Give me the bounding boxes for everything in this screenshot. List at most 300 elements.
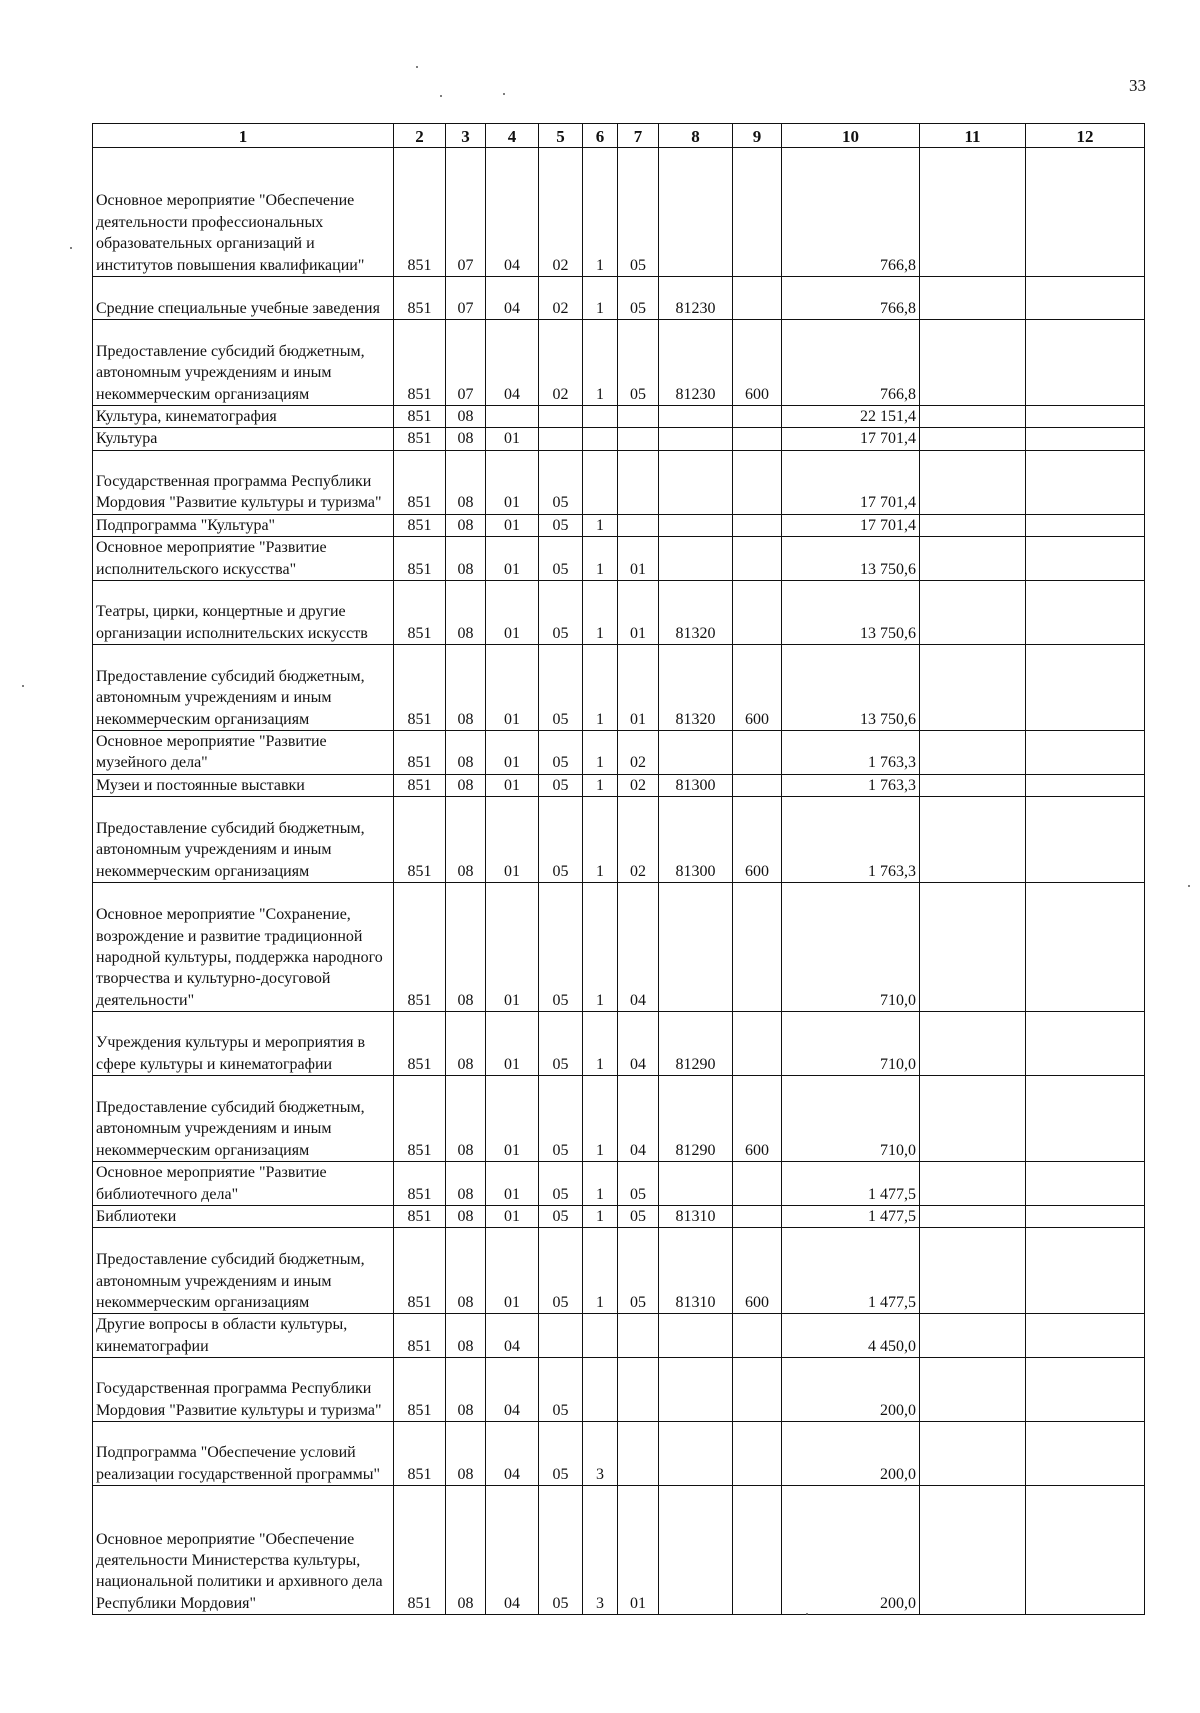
column-header: 9	[733, 124, 782, 148]
row-name: Другие вопросы в области культуры, кинематографии	[93, 1314, 394, 1358]
cell-col12	[1026, 406, 1145, 428]
cell-col12	[1026, 645, 1145, 731]
cell-col12	[1026, 883, 1145, 1012]
cell-kbk-admin: 851	[394, 1358, 446, 1422]
cell-subprogram: 1	[583, 1012, 618, 1076]
row-name: Основное мероприятие "Обеспечение деятельности профессиональных образовательных организаций и институтов повышения квалификации"	[93, 148, 394, 277]
cell-direction	[659, 731, 733, 775]
cell-program	[539, 1314, 583, 1358]
table-row	[93, 277, 1145, 320]
cell-col12	[1026, 514, 1145, 536]
cell-direction	[659, 148, 733, 277]
table-row	[93, 1486, 1145, 1615]
row-name: Предоставление субсидий бюджетным, автономным учреждениям и иным некоммерческим организациям	[93, 645, 394, 731]
column-header: 12	[1026, 124, 1145, 148]
table-row	[93, 1206, 1145, 1228]
cell-program: 05	[539, 731, 583, 775]
cell-amount: 1 477,5	[782, 1228, 920, 1314]
cell-amount: 766,8	[782, 320, 920, 406]
cell-expense-type	[733, 1314, 782, 1358]
cell-event	[618, 1314, 659, 1358]
table-row	[93, 1012, 1145, 1076]
cell-col11	[920, 320, 1026, 406]
cell-event: 05	[618, 1162, 659, 1206]
cell-subprogram: 3	[583, 1422, 618, 1486]
row-name: Предоставление субсидий бюджетным, автономным учреждениям и иным некоммерческим организациям	[93, 797, 394, 883]
table-row	[93, 450, 1145, 514]
scan-speck	[503, 93, 505, 95]
cell-section: 08	[446, 1422, 486, 1486]
cell-event: 05	[618, 1228, 659, 1314]
cell-col12	[1026, 1486, 1145, 1615]
cell-amount: 22 151,4	[782, 406, 920, 428]
cell-direction	[659, 514, 733, 536]
cell-direction: 81320	[659, 645, 733, 731]
cell-kbk-admin: 851	[394, 148, 446, 277]
cell-col11	[920, 406, 1026, 428]
cell-section: 08	[446, 406, 486, 428]
cell-col12	[1026, 774, 1145, 796]
cell-col12	[1026, 1162, 1145, 1206]
table-row	[93, 1228, 1145, 1314]
cell-section: 08	[446, 797, 486, 883]
cell-event	[618, 514, 659, 536]
table-row	[93, 1076, 1145, 1162]
cell-subprogram: 1	[583, 731, 618, 775]
cell-program: 05	[539, 537, 583, 581]
column-header: 8	[659, 124, 733, 148]
cell-col12	[1026, 1012, 1145, 1076]
cell-section: 08	[446, 1358, 486, 1422]
cell-amount: 13 750,6	[782, 645, 920, 731]
cell-program: 05	[539, 1012, 583, 1076]
cell-kbk-admin: 851	[394, 581, 446, 645]
column-header: 1	[93, 124, 394, 148]
cell-section: 08	[446, 581, 486, 645]
cell-kbk-admin: 851	[394, 514, 446, 536]
cell-event: 04	[618, 1012, 659, 1076]
cell-expense-type	[733, 774, 782, 796]
cell-subsection: 04	[486, 1422, 539, 1486]
row-name: Учреждения культуры и мероприятия в сфере культуры и кинематографии	[93, 1012, 394, 1076]
cell-direction	[659, 537, 733, 581]
cell-event: 04	[618, 883, 659, 1012]
cell-kbk-admin: 851	[394, 1206, 446, 1228]
cell-section: 08	[446, 450, 486, 514]
cell-subprogram: 1	[583, 581, 618, 645]
cell-amount: 200,0	[782, 1486, 920, 1615]
cell-section: 08	[446, 514, 486, 536]
cell-col12	[1026, 731, 1145, 775]
cell-col11	[920, 148, 1026, 277]
cell-col11	[920, 883, 1026, 1012]
cell-amount: 766,8	[782, 148, 920, 277]
cell-expense-type: 600	[733, 1228, 782, 1314]
cell-col12	[1026, 1206, 1145, 1228]
column-header: 7	[618, 124, 659, 148]
cell-event: 02	[618, 774, 659, 796]
cell-program: 05	[539, 581, 583, 645]
cell-col12	[1026, 1358, 1145, 1422]
cell-event: 02	[618, 731, 659, 775]
row-name: Основное мероприятие "Развитие исполнительского искусства"	[93, 537, 394, 581]
cell-subsection: 04	[486, 320, 539, 406]
cell-amount: 17 701,4	[782, 450, 920, 514]
cell-section: 08	[446, 537, 486, 581]
cell-subsection: 01	[486, 883, 539, 1012]
cell-kbk-admin: 851	[394, 731, 446, 775]
cell-kbk-admin: 851	[394, 428, 446, 450]
cell-direction	[659, 883, 733, 1012]
cell-program: 05	[539, 645, 583, 731]
cell-program: 05	[539, 1162, 583, 1206]
cell-direction: 81310	[659, 1228, 733, 1314]
cell-col11	[920, 537, 1026, 581]
cell-amount: 1 763,3	[782, 731, 920, 775]
cell-expense-type	[733, 428, 782, 450]
cell-col12	[1026, 1314, 1145, 1358]
cell-col11	[920, 428, 1026, 450]
cell-subprogram	[583, 406, 618, 428]
cell-subsection: 04	[486, 277, 539, 320]
scan-speck	[1188, 885, 1190, 887]
cell-direction: 81230	[659, 320, 733, 406]
cell-event: 05	[618, 1206, 659, 1228]
cell-col11	[920, 450, 1026, 514]
row-name: Основное мероприятие "Развитие музейного дела"	[93, 731, 394, 775]
cell-event: 04	[618, 1076, 659, 1162]
cell-col11	[920, 1012, 1026, 1076]
cell-program: 05	[539, 1206, 583, 1228]
table-row	[93, 1314, 1145, 1358]
cell-event: 01	[618, 645, 659, 731]
cell-section: 08	[446, 1486, 486, 1615]
cell-subsection: 04	[486, 148, 539, 277]
row-name: Подпрограмма "Обеспечение условий реализации государственной программы"	[93, 1422, 394, 1486]
cell-program	[539, 406, 583, 428]
cell-expense-type	[733, 148, 782, 277]
cell-subprogram: 3	[583, 1486, 618, 1615]
cell-amount: 766,8	[782, 277, 920, 320]
column-header: 3	[446, 124, 486, 148]
cell-direction	[659, 450, 733, 514]
cell-kbk-admin: 851	[394, 797, 446, 883]
table-row	[93, 514, 1145, 536]
cell-amount: 200,0	[782, 1358, 920, 1422]
cell-expense-type	[733, 1422, 782, 1486]
cell-subprogram	[583, 450, 618, 514]
cell-subsection	[486, 406, 539, 428]
cell-section: 08	[446, 1206, 486, 1228]
cell-program: 05	[539, 1228, 583, 1314]
cell-subprogram: 1	[583, 797, 618, 883]
cell-subsection: 04	[486, 1314, 539, 1358]
header-row	[93, 124, 1145, 148]
cell-kbk-admin: 851	[394, 774, 446, 796]
cell-event	[618, 406, 659, 428]
scan-speck	[440, 95, 442, 97]
cell-kbk-admin: 851	[394, 883, 446, 1012]
cell-col12	[1026, 537, 1145, 581]
cell-subprogram	[583, 428, 618, 450]
cell-subprogram: 1	[583, 1162, 618, 1206]
cell-subprogram: 1	[583, 1228, 618, 1314]
cell-subsection: 01	[486, 1076, 539, 1162]
row-name: Библиотеки	[93, 1206, 394, 1228]
cell-subsection: 01	[486, 797, 539, 883]
cell-section: 08	[446, 883, 486, 1012]
scan-speck	[806, 1613, 808, 1615]
cell-program	[539, 428, 583, 450]
cell-amount: 17 701,4	[782, 514, 920, 536]
cell-expense-type	[733, 1206, 782, 1228]
cell-subsection: 01	[486, 581, 539, 645]
column-header: 11	[920, 124, 1026, 148]
row-name: Культура, кинематография	[93, 406, 394, 428]
cell-kbk-admin: 851	[394, 1314, 446, 1358]
cell-amount: 1 763,3	[782, 797, 920, 883]
cell-col11	[920, 1314, 1026, 1358]
cell-subprogram: 1	[583, 774, 618, 796]
cell-kbk-admin: 851	[394, 406, 446, 428]
cell-col11	[920, 797, 1026, 883]
cell-subsection: 01	[486, 450, 539, 514]
cell-col11	[920, 1422, 1026, 1486]
cell-expense-type: 600	[733, 1076, 782, 1162]
cell-col11	[920, 514, 1026, 536]
cell-kbk-admin: 851	[394, 1162, 446, 1206]
cell-expense-type: 600	[733, 797, 782, 883]
cell-program: 05	[539, 1358, 583, 1422]
cell-program: 02	[539, 148, 583, 277]
budget-table	[92, 123, 1145, 1615]
cell-section: 08	[446, 645, 486, 731]
cell-kbk-admin: 851	[394, 1422, 446, 1486]
cell-kbk-admin: 851	[394, 450, 446, 514]
cell-expense-type	[733, 450, 782, 514]
cell-event: 05	[618, 277, 659, 320]
cell-event: 02	[618, 797, 659, 883]
cell-col11	[920, 1228, 1026, 1314]
cell-subsection: 01	[486, 1228, 539, 1314]
cell-direction	[659, 428, 733, 450]
cell-amount: 4 450,0	[782, 1314, 920, 1358]
cell-event: 01	[618, 1486, 659, 1615]
cell-col12	[1026, 320, 1145, 406]
table-row	[93, 148, 1145, 277]
cell-subprogram: 1	[583, 277, 618, 320]
cell-subprogram: 1	[583, 537, 618, 581]
scan-speck	[416, 66, 418, 68]
row-name: Подпрограмма "Культура"	[93, 514, 394, 536]
cell-expense-type	[733, 1162, 782, 1206]
cell-direction	[659, 1486, 733, 1615]
cell-col12	[1026, 581, 1145, 645]
table-row	[93, 537, 1145, 581]
table-row	[93, 1162, 1145, 1206]
row-name: Основное мероприятие "Развитие библиотечного дела"	[93, 1162, 394, 1206]
cell-col12	[1026, 1228, 1145, 1314]
cell-program: 05	[539, 1076, 583, 1162]
table-row	[93, 406, 1145, 428]
cell-direction	[659, 1422, 733, 1486]
cell-direction	[659, 1314, 733, 1358]
cell-subsection: 01	[486, 537, 539, 581]
cell-col11	[920, 774, 1026, 796]
cell-amount: 200,0	[782, 1422, 920, 1486]
row-name: Театры, цирки, концертные и другие организации исполнительских искусств	[93, 581, 394, 645]
cell-section: 07	[446, 320, 486, 406]
cell-expense-type	[733, 883, 782, 1012]
cell-event: 05	[618, 320, 659, 406]
table-row	[93, 1358, 1145, 1422]
cell-amount: 13 750,6	[782, 581, 920, 645]
cell-kbk-admin: 851	[394, 645, 446, 731]
row-name: Основное мероприятие "Обеспечение деятельности Министерства культуры, национальной политики и архивного дела Республики Мордовия"	[93, 1486, 394, 1615]
cell-program: 05	[539, 797, 583, 883]
cell-direction	[659, 1162, 733, 1206]
column-header: 2	[394, 124, 446, 148]
row-name: Музеи и постоянные выставки	[93, 774, 394, 796]
row-name: Государственная программа Республики Мордовия "Развитие культуры и туризма"	[93, 1358, 394, 1422]
cell-amount: 710,0	[782, 1012, 920, 1076]
row-name: Предоставление субсидий бюджетным, автономным учреждениям и иным некоммерческим организациям	[93, 320, 394, 406]
cell-section: 08	[446, 731, 486, 775]
cell-expense-type: 600	[733, 320, 782, 406]
cell-expense-type	[733, 514, 782, 536]
cell-subprogram: 1	[583, 1206, 618, 1228]
cell-program: 05	[539, 1486, 583, 1615]
cell-col11	[920, 1076, 1026, 1162]
cell-direction: 81290	[659, 1076, 733, 1162]
cell-subsection: 01	[486, 645, 539, 731]
cell-subprogram: 1	[583, 320, 618, 406]
cell-program: 05	[539, 1422, 583, 1486]
table-row	[93, 1422, 1145, 1486]
cell-kbk-admin: 851	[394, 537, 446, 581]
column-header: 10	[782, 124, 920, 148]
cell-section: 08	[446, 774, 486, 796]
cell-col12	[1026, 148, 1145, 277]
page-number: 33	[1129, 76, 1146, 95]
cell-direction: 81290	[659, 1012, 733, 1076]
table-row	[93, 883, 1145, 1012]
cell-col12	[1026, 1422, 1145, 1486]
cell-subprogram: 1	[583, 645, 618, 731]
cell-event	[618, 428, 659, 450]
table-row	[93, 320, 1145, 406]
cell-amount: 17 701,4	[782, 428, 920, 450]
cell-col12	[1026, 1076, 1145, 1162]
cell-subprogram: 1	[583, 883, 618, 1012]
cell-kbk-admin: 851	[394, 277, 446, 320]
cell-amount: 13 750,6	[782, 537, 920, 581]
cell-program: 05	[539, 450, 583, 514]
cell-direction: 81230	[659, 277, 733, 320]
column-header: 6	[583, 124, 618, 148]
cell-amount: 1 763,3	[782, 774, 920, 796]
cell-expense-type	[733, 537, 782, 581]
cell-expense-type	[733, 731, 782, 775]
scan-speck	[22, 685, 24, 687]
cell-section: 08	[446, 1162, 486, 1206]
cell-kbk-admin: 851	[394, 1076, 446, 1162]
row-name: Средние специальные учебные заведения	[93, 277, 394, 320]
cell-section: 07	[446, 277, 486, 320]
cell-program: 05	[539, 514, 583, 536]
cell-col11	[920, 277, 1026, 320]
row-name: Предоставление субсидий бюджетным, автономным учреждениям и иным некоммерческим организациям	[93, 1228, 394, 1314]
cell-subsection: 01	[486, 1162, 539, 1206]
cell-expense-type	[733, 581, 782, 645]
cell-subsection: 04	[486, 1358, 539, 1422]
cell-event: 01	[618, 537, 659, 581]
cell-event: 01	[618, 581, 659, 645]
cell-kbk-admin: 851	[394, 1012, 446, 1076]
cell-col11	[920, 731, 1026, 775]
cell-subsection: 01	[486, 1206, 539, 1228]
cell-col11	[920, 645, 1026, 731]
cell-direction: 81320	[659, 581, 733, 645]
cell-subprogram	[583, 1314, 618, 1358]
cell-col11	[920, 1486, 1026, 1615]
cell-amount: 710,0	[782, 883, 920, 1012]
cell-amount: 1 477,5	[782, 1206, 920, 1228]
cell-program: 05	[539, 883, 583, 1012]
row-name: Государственная программа Республики Мордовия "Развитие культуры и туризма"	[93, 450, 394, 514]
cell-direction: 81310	[659, 1206, 733, 1228]
scan-speck	[70, 247, 72, 249]
cell-col12	[1026, 428, 1145, 450]
cell-event	[618, 1358, 659, 1422]
cell-expense-type	[733, 406, 782, 428]
cell-kbk-admin: 851	[394, 1486, 446, 1615]
row-name: Основное мероприятие "Сохранение, возрождение и развитие традиционной народной культуры, поддержка народного творчества и культурно-досуговой деятельности"	[93, 883, 394, 1012]
cell-expense-type: 600	[733, 645, 782, 731]
cell-program: 02	[539, 320, 583, 406]
cell-event: 05	[618, 148, 659, 277]
table-row	[93, 774, 1145, 796]
cell-subprogram: 1	[583, 514, 618, 536]
cell-col12	[1026, 450, 1145, 514]
cell-section: 08	[446, 1076, 486, 1162]
cell-direction: 81300	[659, 774, 733, 796]
row-name: Культура	[93, 428, 394, 450]
table-row	[93, 797, 1145, 883]
column-header: 5	[539, 124, 583, 148]
table-row	[93, 581, 1145, 645]
cell-subsection: 01	[486, 1012, 539, 1076]
cell-col11	[920, 1206, 1026, 1228]
cell-direction	[659, 406, 733, 428]
cell-section: 08	[446, 1314, 486, 1358]
cell-section: 08	[446, 1228, 486, 1314]
cell-expense-type	[733, 1012, 782, 1076]
cell-direction	[659, 1358, 733, 1422]
cell-amount: 1 477,5	[782, 1162, 920, 1206]
cell-section: 08	[446, 1012, 486, 1076]
cell-col12	[1026, 797, 1145, 883]
cell-event	[618, 450, 659, 514]
cell-direction: 81300	[659, 797, 733, 883]
cell-subsection: 01	[486, 731, 539, 775]
cell-expense-type	[733, 277, 782, 320]
cell-program: 02	[539, 277, 583, 320]
cell-subprogram	[583, 1358, 618, 1422]
cell-amount: 710,0	[782, 1076, 920, 1162]
cell-expense-type	[733, 1358, 782, 1422]
cell-program: 05	[539, 774, 583, 796]
